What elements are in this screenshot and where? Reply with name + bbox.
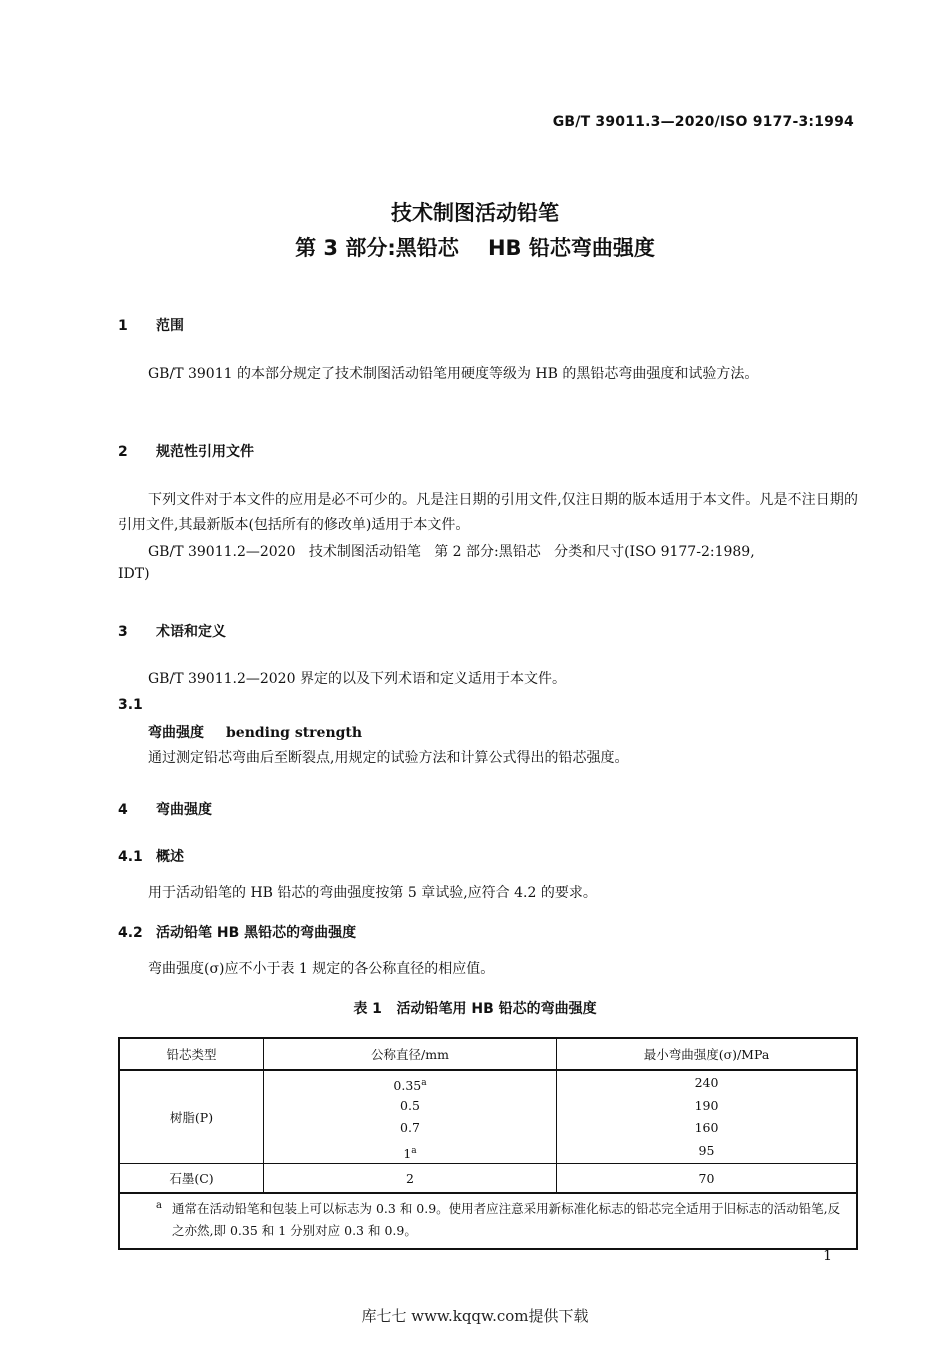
- footnote-text: 通常在活动铅笔和包装上可以标志为 0.3 和 0.9。使用者应注意采用新标准化标志的铅芯完全适用于旧标志的活动铅笔,反之亦然,即 0.35 和 1 分别对应 0.3 和 0.9。: [172, 1201, 841, 1238]
- resin-strengths: [557, 1070, 858, 1164]
- strength-value: 190: [694, 1097, 719, 1113]
- subsection-4-1-paragraph: 用于活动铅笔的 HB 铅芯的弯曲强度按第 5 章试验,应符合 4.2 的要求。: [148, 885, 597, 901]
- strength-value: 95: [698, 1142, 715, 1158]
- graphite-type-cell: 石墨(C): [119, 1164, 264, 1194]
- section-1-heading: [118, 315, 184, 335]
- bending-strength-table: [118, 1037, 858, 1250]
- section-number: 2: [118, 444, 128, 460]
- section-3-heading: [118, 621, 226, 641]
- term-english: bending strength: [226, 725, 363, 741]
- page-number: 1: [823, 1248, 832, 1264]
- strength-value: 70: [557, 1164, 858, 1194]
- section-2-paragraph: 下列文件对于本文件的应用是必不可少的。凡是注日期的引用文件,仅注日期的版本适用于本文件。凡是不注日期的引用文件,其最新版本(包括所有的修改单)适用于本文件。: [118, 492, 858, 533]
- normative-reference-cont: IDT): [118, 566, 150, 582]
- term-number: 3.1: [118, 697, 143, 713]
- normative-reference: GB/T 39011.2—2020 技术制图活动铅笔 第 2 部分:黑铅芯 分类和尺寸(ISO 9177-2:1989,: [148, 544, 755, 560]
- table-row: [119, 1164, 857, 1194]
- section-2-heading: [118, 441, 254, 461]
- section-4-heading: [118, 799, 212, 819]
- table-note-row: [119, 1193, 857, 1249]
- table-header-row: [119, 1038, 857, 1070]
- subsection-title: 概述: [156, 849, 184, 865]
- footnote-mark: a: [411, 1145, 417, 1156]
- footnote-mark: a: [156, 1200, 162, 1211]
- subsection-number: 4.1: [118, 849, 143, 865]
- footnote-mark: a: [421, 1078, 427, 1088]
- document-title: 技术制图活动铅笔: [391, 201, 559, 225]
- subsection-4-2-paragraph: 弯曲强度(σ)应不小于表 1 规定的各公称直径的相应值。: [148, 961, 495, 977]
- standard-code: GB/T 39011.3—2020/ISO 9177-3:1994: [552, 114, 854, 130]
- subsection-number: 4.2: [118, 925, 143, 941]
- term-definition: 通过测定铅芯弯曲后至断裂点,用规定的试验方法和计算公式得出的铅芯强度。: [148, 750, 629, 766]
- section-title: 范围: [156, 318, 184, 334]
- resin-diameters: [264, 1070, 557, 1164]
- term-chinese: 弯曲强度: [148, 725, 204, 741]
- subsection-4-1-heading: [118, 846, 184, 866]
- diameter-value: 2: [264, 1164, 557, 1194]
- section-title: 弯曲强度: [156, 802, 212, 818]
- table-title: 表 1 活动铅笔用 HB 铅芯的弯曲强度: [353, 1001, 597, 1017]
- diameter-value: 1$^a$: [403, 1145, 417, 1161]
- table-footnote: [119, 1193, 857, 1249]
- section-number: 3: [118, 624, 128, 640]
- diameter-value: 0.35$^a$: [393, 1078, 427, 1094]
- section-title: 术语和定义: [156, 624, 226, 640]
- download-footer: 库七七 www.kqqw.com提供下载: [361, 1307, 589, 1325]
- subsection-4-2-heading: [118, 922, 356, 942]
- section-3-paragraph: GB/T 39011.2—2020 界定的以及下列术语和定义适用于本文件。: [148, 671, 566, 687]
- diameter-value: 0.7: [400, 1120, 420, 1135]
- header-min-bending-strength: 最小弯曲强度(σ)/MPa: [557, 1038, 858, 1070]
- header-nominal-diameter: 公称直径/mm: [264, 1038, 557, 1070]
- resin-type-cell: 树脂(P): [119, 1070, 264, 1164]
- term-entry: [148, 722, 362, 742]
- strength-value: 240: [694, 1075, 719, 1090]
- table-row: [119, 1070, 857, 1164]
- section-number: 4: [118, 802, 128, 818]
- subsection-title: 活动铅笔 HB 黑铅芯的弯曲强度: [156, 925, 357, 941]
- document-subtitle: 第 3 部分:黑铅芯 HB 铅芯弯曲强度: [295, 236, 655, 260]
- strength-value: 160: [694, 1120, 719, 1135]
- section-number: 1: [118, 318, 128, 334]
- section-1-paragraph: GB/T 39011 的本部分规定了技术制图活动铅笔用硬度等级为 HB 的黑铅芯弯曲强度和试验方法。: [148, 366, 759, 382]
- diameter-value: 0.5: [400, 1097, 420, 1113]
- section-title: 规范性引用文件: [156, 444, 254, 460]
- header-lead-type: 铅芯类型: [119, 1038, 264, 1070]
